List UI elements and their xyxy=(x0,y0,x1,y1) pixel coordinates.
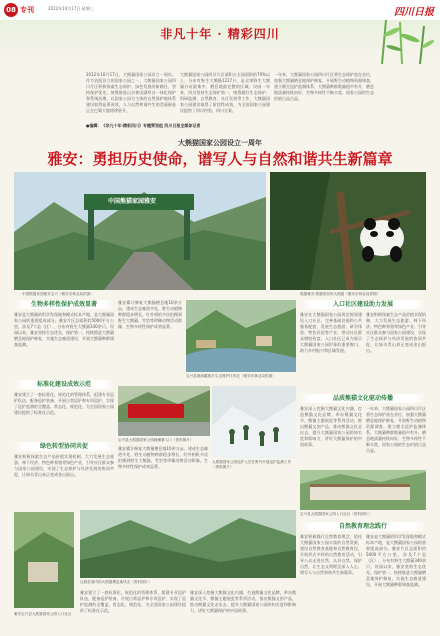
small-photo xyxy=(14,512,74,608)
valley-caption: 汉源县境内的大熊猫栖息地风光（资料图片） xyxy=(80,580,152,584)
newspaper-logo: 四川日报 xyxy=(394,7,434,18)
page-number: 08 xyxy=(4,3,18,17)
body-column-6b: 一年来，大熊猫国家公园四川片区将生态保护放在首位，加强大熊猫栖息地保护修复，开展野生动植物资源调查，建立健全巡护监测体系，大熊猫种群数量稳中有升，栖息地质量持续向好，生物多样性不断丰富，国家公园的生态价值日益凸显。 xyxy=(366,406,426,453)
body-column-3: 雅安建立了一套标准化、规范化的管理体系，组建专业巡护队伍，配备巡护装备，开展日常巡护和专项巡护，实现了巡护监测的全覆盖、常态化、规范化，为全国国家公园建设提供了标准化示范。 xyxy=(14,392,114,415)
section-title: 绿色转型协同共促 xyxy=(39,443,88,450)
section-title: 生物多样性保护成效显著 xyxy=(30,301,97,308)
lede-note: ●编辑：《非凡十年·精彩四川》专题策划组 四川日报全媒体记者 xyxy=(86,123,201,128)
lede-paragraph-1: 2012年10月17日，大熊猫国家公园设立一周年。作为首批设立的国家公园之一，大熊猫国家公园四川片区积极探索生态保护、绿色发展的新路径，坚持保护优先，统筹推进山水林田湖草沙一体化保护和系统治理，以国家公园为主体的自然保护地体系建设取得显著成效，人与自然和谐共生的美丽画卷正在巴蜀大地徐徐展开。 xyxy=(86,72,176,113)
center-caption: 宝兴县大熊猫国家公园入口社区（资料图片） xyxy=(300,512,372,516)
section-heading-education xyxy=(300,522,426,531)
body-column-8b: 雅安深入挖掘大熊猫文化内涵，打造熊猫文化品牌，举办熊猫文化节、熊猫主题展览等系列活动，推出熊猫文创产品，推动熊猫文化走出去，提升大熊猫国家公园的知名度和影响力，讲好大熊猫保护的中国故事。 xyxy=(190,590,296,613)
body-column-4b: 雅安累计修复大熊猫栖息地10余万亩，建成生态廊道多处，野生动植物种群稳步增长，红外相机多次拍摄到野生大熊猫、雪豹等珍稀动物活动影像，生物多样性保护成效显著。 xyxy=(118,446,208,469)
section-title: 自然教育理念践行 xyxy=(338,523,387,530)
panda-caption: 熊猫雅安·熊猫馆里的大熊猫（雅安市林业局供图） xyxy=(300,292,381,296)
section-title: 标准化建设成效示范 xyxy=(36,381,91,388)
patrol-caption: 大熊猫国家公园巡护人员在野外开展巡护监测工作（资料图片） xyxy=(212,460,292,469)
lede-paragraph-2: 大熊猫国家公园四川片区面积占全园面积的70%以上，分布有野生大熊猫1227只，是全球野生大熊猫分布最集中、栖息地最完整的区域。设园一年来，四川坚持生态保护第一，统筹做好生态保护、科研监测、自然教育、社区发展等工作，大熊猫国家公园建设取得了阶段性成效，为全国国家公园建设提供了四川经验、四川方案。 xyxy=(180,72,270,113)
body-column-5b: 雅安积极探索生态产品价值实现机制，大力发展生态旅游、林下经济、特色种养殖等绿色产业，引导社区群众参与国家公园建设，实现了生态保护与经济发展的协同共促，让绿水青山真正变成金山银山。 xyxy=(366,312,426,353)
section-title: 入口社区建设助力发展 xyxy=(332,301,393,308)
river-photo xyxy=(186,300,296,372)
banner-title: 非凡十年 · 精彩四川 xyxy=(160,27,280,41)
body-column-7b: 雅安是大熊猫的科学发现地和模式标本产地，是大熊猫国家公园的重要组成部分。雅安片区总面积约5000平方公里，涉及7个县（区），分布有野生大熊猫340余只。设园以来，雅安坚持生态优先、保护第一，持续推进大熊猫栖息地保护修复，实施生态廊道建设，开展大熊猫种群调查监测。 xyxy=(366,534,426,587)
body-column-1: 雅安是大熊猫的科学发现地和模式标本产地，是大熊猫国家公园的重要组成部分。雅安片区总面积约5000平方公里，涉及7个县（区），分布有野生大熊猫340余只。设园以来，雅安坚持生态优先、保护第一，持续推进大熊猫栖息地保护修复，实施生态廊道建设，开展大熊猫种群调查监测。 xyxy=(14,312,114,347)
section-heading-green xyxy=(14,442,114,451)
body-column-8a: 雅安建立了一套标准化、规范化的管理体系，组建专业巡护队伍，配备巡护装备，开展日常巡护和专项巡护，实现了巡护监测的全覆盖、常态化、规范化，为全国国家公园建设提供了标准化示范。 xyxy=(80,590,186,613)
valley-photo xyxy=(80,510,296,578)
body-column-2: 雅安累计修复大熊猫栖息地10余万亩，建成生态廊道多处，野生动植物种群稳步增长，红外相机多次拍摄到野生大熊猫、雪豹等珍稀动物活动影像，生物多样性保护成效显著。 xyxy=(118,300,182,329)
small-photo-caption: 雅安宝兴县大熊猫国家公园入口社区 xyxy=(14,612,72,616)
section-heading-culture xyxy=(300,394,426,403)
gate-caption: 中国熊猫家园雅安宝兴（雅安市林业局供图） xyxy=(22,292,94,296)
body-column-5a: 雅安在大熊猫国家公园周边规划建设入口社区，完善基础设施和公共服务配套，发展生态旅游、研学体验、特色民宿等产业，带动社区群众增收致富。入口社区已成为展示大熊猫国家公园形象的重要窗口，助力乡村振兴和区域发展。 xyxy=(300,312,362,353)
section-label: 专刊 xyxy=(20,6,34,14)
body-column-4: 雅安积极探索生态产品价值实现机制，大力发展生态旅游、林下经济、特色种养殖等绿色产业，引导社区群众参与国家公园建设，实现了生态保护与经济发展的协同共促，让绿水青山真正变成金山银山。 xyxy=(14,454,114,477)
issue-date: 2022年10月17日 星期三 xyxy=(48,6,94,11)
patrol-photo xyxy=(212,386,296,458)
gate-photo xyxy=(14,172,266,290)
center-photo xyxy=(300,470,426,510)
panda-photo xyxy=(270,172,426,290)
section-heading-biodiversity xyxy=(14,300,114,309)
headline-kicker: 大熊猫国家公园设立一周年 xyxy=(178,139,262,147)
section-heading-standards xyxy=(14,380,114,389)
section-title: 品质熊猫文化驱动传播 xyxy=(332,395,393,402)
town-caption: 宝兴县大熊猫国家公园蜂桶寨入口（资料图片） xyxy=(118,438,194,442)
body-column-6a: 雅安深入挖掘大熊猫文化内涵，打造熊猫文化品牌，举办熊猫文化节、熊猫主题展览等系列活动，推出熊猫文创产品，推动熊猫文化走出去，提升大熊猫国家公园的知名度和影响力，讲好大熊猫保护的中国故事。 xyxy=(300,406,362,447)
bamboo-decoration-icon xyxy=(372,20,434,64)
section-heading-community xyxy=(300,300,426,309)
gate-sign-text: 中国熊猫家园雅安 xyxy=(107,198,156,205)
main-headline: 雅安：勇担历史使命，谱写人与自然和谐共生新篇章 xyxy=(47,150,393,168)
river-caption: 宝兴县硗碛藏族乡生态保护区风光（雅安市林业局供图） xyxy=(186,374,276,378)
lede-paragraph-3: 一年来，大熊猫国家公园四川片区将生态保护放在首位，加强大熊猫栖息地保护修复，开展野生动植物资源调查，建立健全巡护监测体系，大熊猫种群数量稳中有升，栖息地质量持续向好，生物多样性不断丰富，国家公园的生态价值日益凸显。 xyxy=(274,72,374,101)
body-column-7a: 雅安积极践行自然教育理念，依托大熊猫国家公园丰富的自然资源，建设自然教育基地和自然教育径，开展形式多样的自然教育活动，引导公众走进自然、认识自然、保护自然，让生态文明理念深入人心，谱写人与自然和谐共生新篇章。 xyxy=(300,534,362,575)
town-photo xyxy=(118,386,210,436)
